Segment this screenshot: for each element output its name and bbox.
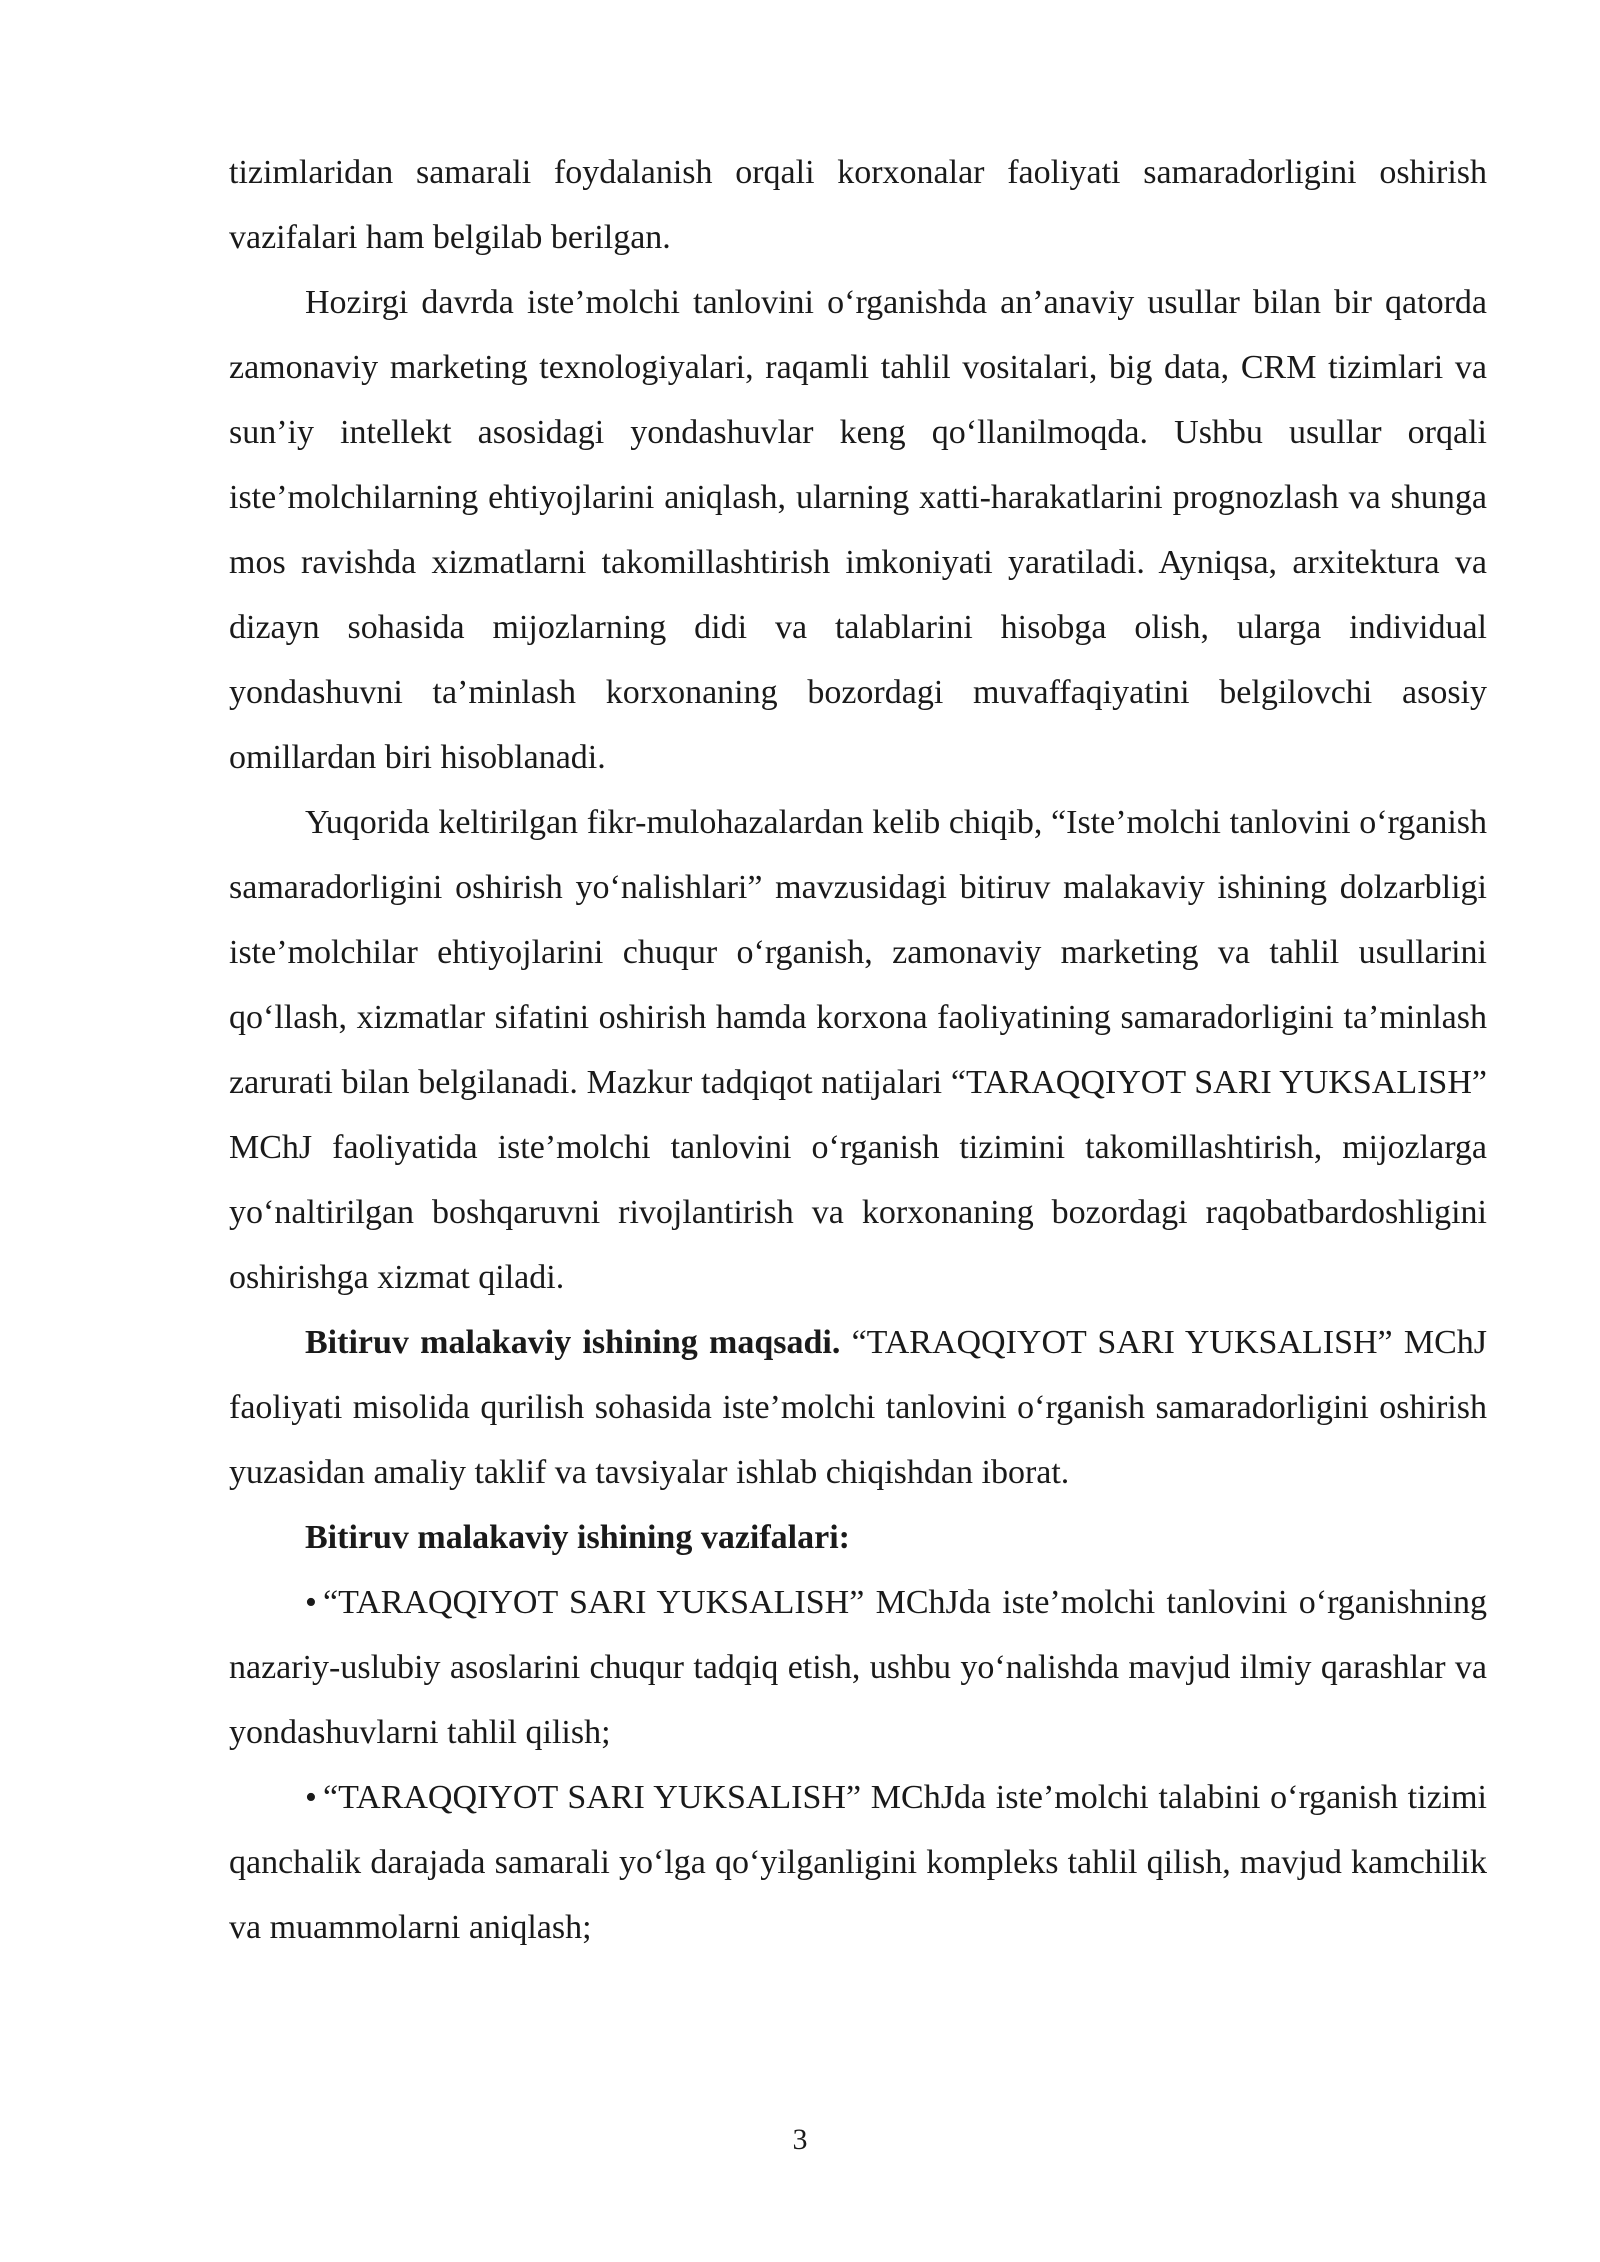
paragraph-goal bbox=[229, 1310, 1487, 1505]
task-bullet-text: “TARAQQIYOT SARI YUKSALISH” MChJda iste’molchi tanlovini o‘rganishning nazariy-uslubiy asoslarini chuqur tadqiq etish, ushbu yo‘nalishda mavjud ilmiy qarashlar va yondashuvlarni tahlil qilish; bbox=[229, 1584, 1487, 1751]
goal-heading: Bitiruv malakaviy ishining maqsadi. bbox=[305, 1324, 841, 1361]
paragraph-modern-methods: Hozirgi davrda iste’molchi tanlovini o‘rganishda an’anaviy usullar bilan bir qatorda zamonaviy marketing texnologiyalari, raqamli tahlil vositalari, big data, CRM tizimlari va sun’iy intellekt asosidagi yondashuvlar keng qo‘llanilmoqda. Ushbu usullar orqali iste’molchilarning ehtiyojlarini aniqlash, ularning xatti-harakatlarini prognozlash va shunga mos ravishda xizmatlarni takomillashtirish imkoniyati yaratiladi. Ayniqsa, arxitektura va dizayn sohasida mijozlarning didi va talablarini hisobga olish, ularga individual yondashuvni ta’minlash korxonaning bozordagi muvaffaqiyatini belgilovchi asosiy omillardan biri hisoblanadi. bbox=[229, 284, 1487, 776]
task-bullet-item bbox=[229, 1765, 1487, 1960]
paragraph-continuation: tizimlaridan samarali foydalanish orqali korxonalar faoliyati samaradorligini oshirish vazifalari ham belgilab berilgan. bbox=[229, 154, 1487, 256]
goal-text: “TARAQQIYOT SARI YUKSALISH” MChJ faoliyati misolida qurilish sohasida iste’molchi tanlovini o‘rganish samaradorligini oshirish yuzasidan amaliy taklif va tavsiyalar ishlab chiqishdan iborat. bbox=[229, 1324, 1487, 1491]
bullet-dot-icon: • bbox=[305, 1584, 317, 1621]
tasks-heading: Bitiruv malakaviy ishining vazifalari: bbox=[305, 1519, 850, 1556]
document-page bbox=[229, 140, 1487, 1960]
task-bullet-item bbox=[229, 1570, 1487, 1765]
paragraph-relevance: Yuqorida keltirilgan fikr-mulohazalardan kelib chiqib, “Iste’molchi tanlovini o‘rganish samaradorligini oshirish yo‘nalishlari” mavzusidagi bitiruv malakaviy ishining dolzarbligi iste’molchilar ehtiyojlarini chuqur o‘rganish, zamonaviy marketing va tahlil usullarini qo‘llash, xizmatlar sifatini oshirish hamda korxona faoliyatining samaradorligini ta’minlash zarurati bilan belgilanadi. Mazkur tadqiqot natijalari “TARAQQIYOT SARI YUKSALISH” MChJ faoliyatida iste’molchi tanlovini o‘rganish tizimini takomillashtirish, mijozlarga yo‘naltirilgan boshqaruvni rivojlantirish va korxonaning bozordagi raqobatbardoshligini oshirishga xizmat qiladi. bbox=[229, 804, 1487, 1296]
page-number: 3 bbox=[792, 2123, 808, 2156]
bullet-dot-icon: • bbox=[305, 1779, 317, 1816]
task-bullet-text: “TARAQQIYOT SARI YUKSALISH” MChJda iste’molchi talabini o‘rganish tizimi qanchalik darajada samarali yo‘lga qo‘yilganligini kompleks tahlil qilish, mavjud kamchilik va muammolarni aniqlash; bbox=[229, 1779, 1487, 1946]
